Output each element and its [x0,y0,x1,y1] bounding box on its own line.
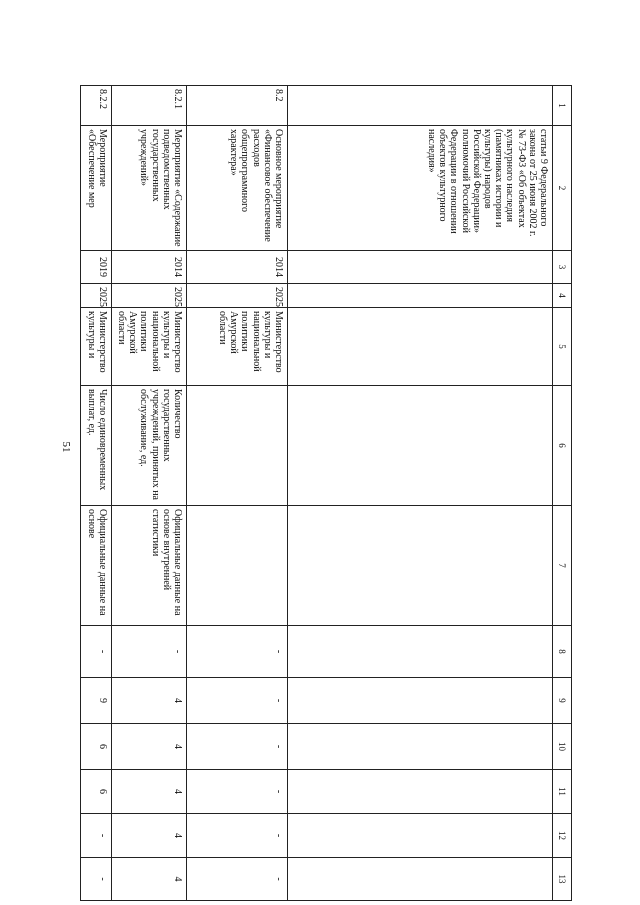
data-source: Официальные данные на основе [81,506,112,626]
value-col-13 [288,858,553,901]
column-number: 10 [553,724,572,770]
row-number [288,86,553,126]
table-row [112,86,187,901]
column-number: 3 [553,251,572,284]
value-col-10: 6 [81,724,112,770]
indicator: Количество государственных учреждений, принятых на обслуживание, ед. [112,386,187,506]
value-col-13: - [81,858,112,901]
program-measures-table [80,85,572,901]
value-col-9: 9 [81,678,112,724]
value-col-13: - [187,858,288,901]
column-number: 5 [553,308,572,386]
measure-name: статьи 9 Федерального закона от 25 июня 2002 г. № 73-ФЗ «Об объектах культурного наследия (памятниках истории и культуры) народов Российской Федерации» полномочий Российской Федерации в отношении объектов культурного наследия» [288,126,553,251]
value-col-12: - [187,814,288,858]
executor: Министерство культуры и национальной политики Амурской области [112,308,187,386]
executor [288,308,553,386]
measure-name: Мероприятие «Обеспечение мер [81,126,112,251]
executor: Министерство культуры и [81,308,112,386]
end-year: 2025 [81,284,112,308]
column-number: 6 [553,386,572,506]
measure-name: Мероприятие «Содержание подведомственных государственных учреждений» [112,126,187,251]
column-number: 7 [553,506,572,626]
value-col-10 [288,724,553,770]
column-number: 12 [553,814,572,858]
value-col-10: - [187,724,288,770]
value-col-8: - [81,626,112,678]
value-col-9 [288,678,553,724]
column-number: 1 [553,86,572,126]
end-year [288,284,553,308]
table-row [81,86,112,901]
start-year: 2019 [81,251,112,284]
start-year: 2014 [112,251,187,284]
column-number: 11 [553,770,572,814]
data-source: Официальные данные на основе внутренней статистики [112,506,187,626]
end-year: 2025 [112,284,187,308]
table-row [288,86,553,901]
executor: Министерство культуры и национальной политики Амурской области [187,308,288,386]
data-source [288,506,553,626]
value-col-12: 4 [112,814,187,858]
table-row [187,86,288,901]
row-number: 8.2 [187,86,288,126]
column-number: 2 [553,126,572,251]
column-number: 9 [553,678,572,724]
rotated-table-area [85,85,572,900]
column-number: 13 [553,858,572,901]
value-col-9: - [187,678,288,724]
page-number: 51 [60,441,72,453]
value-col-11 [288,770,553,814]
column-number: 8 [553,626,572,678]
value-col-13: 4 [112,858,187,901]
row-number: 8.2.2 [81,86,112,126]
value-col-9: 4 [112,678,187,724]
value-col-11: 6 [81,770,112,814]
column-number-row [553,86,572,901]
value-col-8 [288,626,553,678]
value-col-12 [288,814,553,858]
value-col-8: - [187,626,288,678]
indicator: Число единовременных выплат, ед. [81,386,112,506]
column-number: 4 [553,284,572,308]
rotated-content [85,85,572,900]
indicator [288,386,553,506]
indicator [187,386,288,506]
value-col-8: - [112,626,187,678]
value-col-11: 4 [112,770,187,814]
value-col-11: - [187,770,288,814]
end-year: 2025 [187,284,288,308]
data-source [187,506,288,626]
measure-name: Основное мероприятие «Финансовое обеспечение расходов общепрограммного характера» [187,126,288,251]
row-number: 8.2.1 [112,86,187,126]
start-year: 2014 [187,251,288,284]
value-col-10: 4 [112,724,187,770]
start-year [288,251,553,284]
value-col-12: - [81,814,112,858]
